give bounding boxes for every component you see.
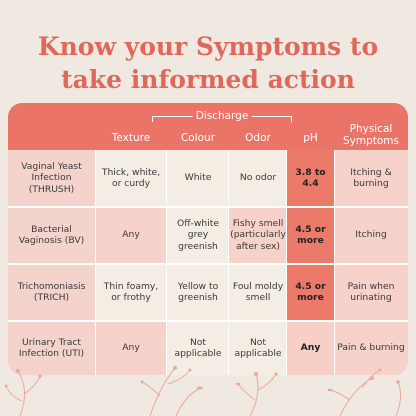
cell-bv-texture: Any [95, 207, 167, 263]
page-title [0, 30, 416, 96]
column-divider [228, 150, 229, 375]
cell-trich-texture: Thin foamy, or frothy [95, 264, 167, 320]
title-line-2: take informed action [61, 65, 355, 94]
cell-uti-physical: Pain & burning [334, 321, 408, 375]
discharge-label: Discharge [193, 109, 252, 123]
cell-bv-odor: Fishy smell (particularly after sex) [229, 207, 287, 263]
cell-uti-colour: Not applicable [167, 321, 229, 375]
row-label-thrush: Vaginal Yeast Infection (THRUSH) [21, 160, 82, 195]
cell-thrush-colour: White [167, 150, 229, 206]
cell-bv-colour: Off-white grey greenish [167, 207, 229, 263]
row-divider [8, 263, 408, 265]
column-header-texture: Texture [111, 132, 151, 144]
table-header [8, 103, 408, 150]
row-divider [8, 206, 408, 208]
column-divider [166, 150, 167, 375]
cell-thrush-physical: Itching & burning [334, 150, 408, 206]
column-header-odor: Odor [245, 132, 271, 144]
cell-trich-colour: Yellow to greenish [167, 264, 229, 320]
cell-trich-ph: 4.5 or more [287, 264, 334, 320]
cell-bv-ph: 4.5 or more [287, 207, 334, 263]
floral-decoration [0, 356, 416, 416]
column-divider [334, 150, 335, 375]
row-label-bv: Bacterial Vaginosis (BV) [18, 223, 85, 246]
row-divider [8, 320, 408, 322]
column-header-ph: pH [303, 132, 318, 144]
cell-thrush-texture: Thick, white, or curdy [95, 150, 167, 206]
discharge-group-header [152, 109, 292, 123]
title-line-1: Know your Symptoms to [37, 32, 379, 61]
column-header-physical: Physical Symptoms [342, 123, 399, 147]
row-label-uti: Urinary Tract Infection (UTI) [18, 336, 85, 359]
cell-bv-physical: Itching [334, 207, 408, 263]
cell-thrush-ph: 3.8 to 4.4 [287, 150, 334, 206]
cell-uti-odor: Not applicable [229, 321, 287, 375]
column-divider [95, 150, 96, 375]
cell-uti-texture: Any [95, 321, 167, 375]
cell-thrush-odor: No odor [229, 150, 287, 206]
cell-trich-odor: Foul moldy smell [229, 264, 287, 320]
cell-trich-physical: Pain when urinating [334, 264, 408, 320]
row-label-trich: Trichomoniasis (TRICH) [17, 280, 86, 303]
symptoms-table [8, 103, 408, 375]
column-header-colour: Colour [180, 132, 216, 144]
cell-uti-ph: Any [287, 321, 334, 375]
column-divider [286, 150, 287, 375]
